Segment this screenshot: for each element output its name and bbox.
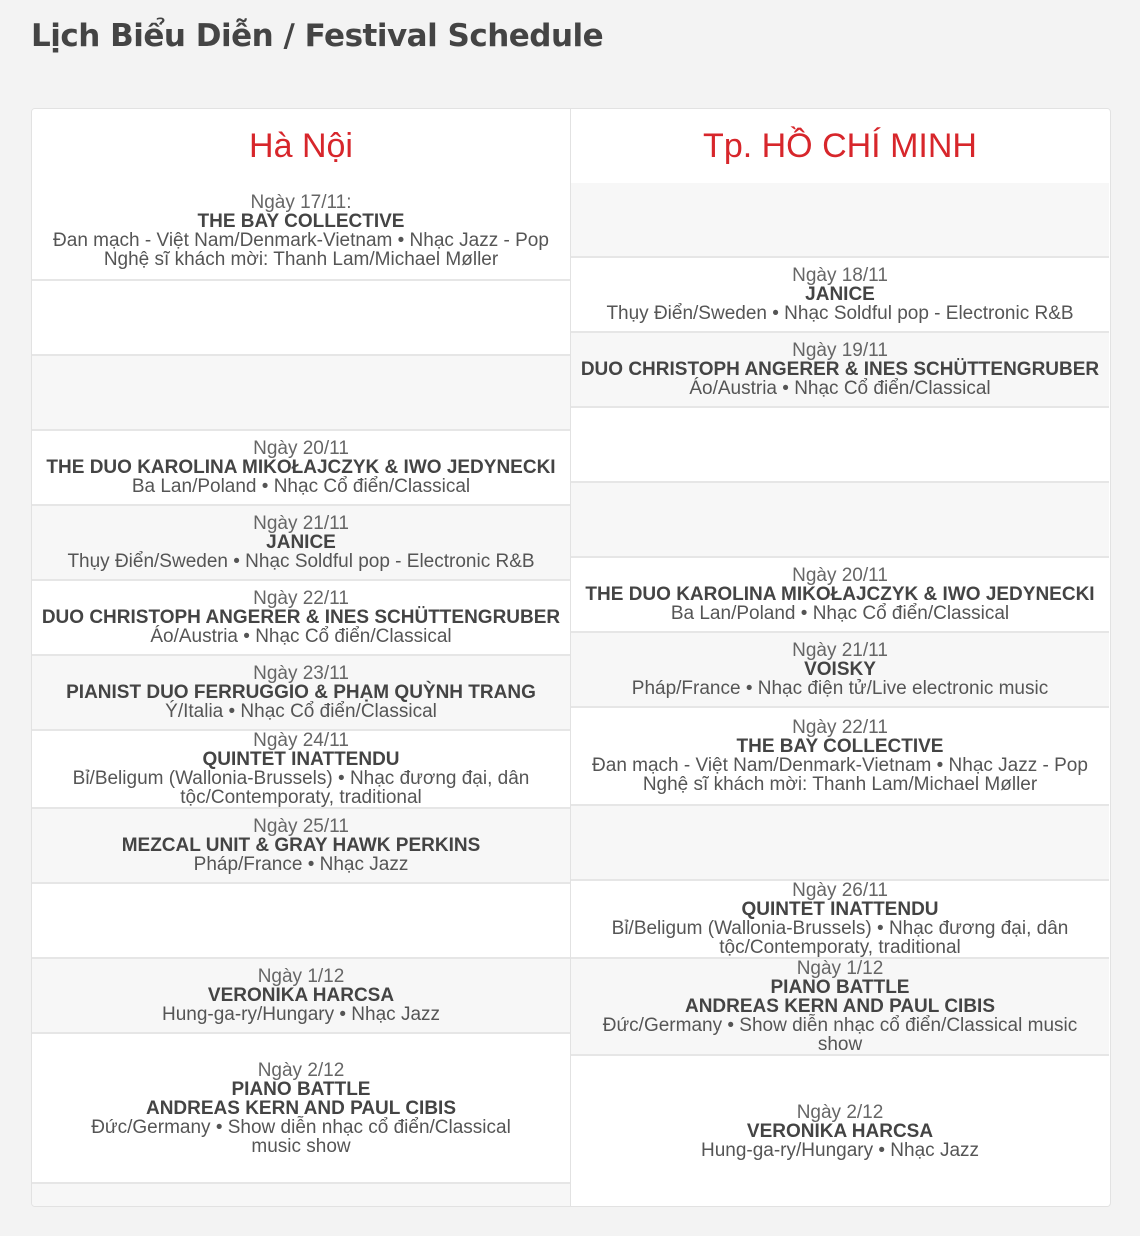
- event-cell: [32, 431, 570, 506]
- event-cell: [32, 581, 570, 656]
- event-artist: THE BAY COLLECTIVE: [736, 736, 944, 757]
- event-cell: [571, 1056, 1109, 1206]
- event-artist: JANICE: [805, 284, 875, 305]
- event-artist: PIANIST DUO FERRUGGIO & PHẠM QUỲNH TRANG: [66, 682, 536, 703]
- page-title: Lịch Biểu Diễn / Festival Schedule: [31, 18, 604, 54]
- hanoi-column: [32, 109, 571, 1206]
- event-info: Ba Lan/Poland • Nhạc Cổ điển/Classical: [131, 476, 471, 497]
- event-cell: [32, 1034, 570, 1184]
- hanoi-header: Hà Nội: [32, 109, 570, 185]
- event-date: Ngày 2/12: [257, 1059, 345, 1081]
- hcmc-header: Tp. HỒ CHÍ MINH: [571, 109, 1109, 185]
- event-date: Ngày 19/11: [792, 340, 888, 361]
- event-cell: [32, 959, 570, 1034]
- event-cell: [571, 633, 1109, 708]
- empty-cell: [32, 1184, 570, 1206]
- event-date: Ngày 21/11: [253, 513, 349, 534]
- event-artist-secondary: ANDREAS KERN AND PAUL CIBIS: [145, 1097, 456, 1119]
- event-info: Áo/Austria • Nhạc Cổ điển/Classical: [689, 378, 991, 399]
- event-date: Ngày 23/11: [253, 663, 349, 684]
- event-artist: VOISKY: [804, 659, 876, 680]
- event-info: Hung-ga-ry/Hungary • Nhạc Jazz: [161, 1004, 441, 1025]
- event-date: Ngày 2/12: [796, 1101, 884, 1123]
- event-cell: [32, 656, 570, 731]
- event-artist: PIANO BATTLE: [231, 1078, 371, 1100]
- event-date: Ngày 20/11: [792, 565, 888, 586]
- event-cell: [571, 333, 1109, 408]
- event-date: Ngày 26/11: [792, 880, 888, 901]
- event-info: Bỉ/Beligum (Wallonia-Brussels) • Nhạc đương đại, dân tộc/Contemporaty, traditional: [611, 918, 1069, 958]
- event-info: Đan mạch - Việt Nam/Denmark-Vietnam • Nhạc Jazz - Pop: [592, 755, 1088, 776]
- event-cell: [571, 558, 1109, 633]
- event-info: Đan mạch - Việt Nam/Denmark-Vietnam • Nhạc Jazz - Pop: [53, 230, 549, 251]
- event-date: Ngày 21/11: [792, 640, 888, 661]
- event-artist: QUINTET INATTENDU: [741, 899, 939, 920]
- event-info: Đức/Germany • Show diễn nhạc cổ điển/Classical music show: [91, 1116, 511, 1157]
- event-artist: QUINTET INATTENDU: [202, 749, 400, 770]
- event-info: Pháp/France • Nhạc điện tử/Live electronic music: [631, 678, 1049, 699]
- event-guest: Nghệ sĩ khách mời: Thanh Lam/Michael Møller: [103, 249, 499, 270]
- event-date: Ngày 25/11: [253, 816, 349, 837]
- event-info: Pháp/France • Nhạc Jazz: [193, 854, 409, 875]
- event-info: Hung-ga-ry/Hungary • Nhạc Jazz: [700, 1139, 980, 1161]
- event-cell: [32, 809, 570, 884]
- event-artist-secondary: ANDREAS KERN AND PAUL CIBIS: [684, 996, 995, 1017]
- event-artist: THE DUO KAROLINA MIKOŁAJCZYK & IWO JEDYNECKI: [585, 584, 1095, 605]
- empty-cell: [571, 806, 1109, 881]
- event-artist: VERONIKA HARCSA: [746, 1120, 934, 1142]
- event-info: Thụy Điển/Sweden • Nhạc Soldful pop - Electronic R&B: [606, 303, 1074, 324]
- event-date: Ngày 18/11: [792, 265, 888, 286]
- event-info: Ba Lan/Poland • Nhạc Cổ điển/Classical: [670, 603, 1010, 624]
- event-date: Ngày 17/11:: [250, 192, 352, 213]
- event-date: Ngày 1/12: [796, 958, 884, 979]
- event-cell: [32, 183, 570, 281]
- event-cell: [32, 506, 570, 581]
- event-date: Ngày 1/12: [257, 966, 345, 987]
- event-cell: [571, 258, 1109, 333]
- empty-cell: [32, 281, 570, 356]
- event-artist: THE DUO KAROLINA MIKOŁAJCZYK & IWO JEDYNECKI: [46, 457, 556, 478]
- event-artist: DUO CHRISTOPH ANGERER & INES SCHÜTTENGRUBER: [580, 359, 1100, 380]
- event-cell: [571, 959, 1109, 1056]
- empty-cell: [571, 183, 1109, 258]
- event-info: Thụy Điển/Sweden • Nhạc Soldful pop - Electronic R&B: [67, 551, 535, 572]
- schedule-table: [31, 108, 1111, 1207]
- empty-cell: [32, 356, 570, 431]
- event-artist: MEZCAL UNIT & GRAY HAWK PERKINS: [121, 835, 481, 856]
- event-date: Ngày 20/11: [253, 438, 349, 459]
- event-cell: [32, 731, 570, 809]
- event-cell: [571, 881, 1109, 959]
- event-info: Bỉ/Beligum (Wallonia-Brussels) • Nhạc đương đại, dân tộc/Contemporaty, traditional: [72, 768, 530, 808]
- event-artist: VERONIKA HARCSA: [207, 985, 395, 1006]
- event-cell: [571, 708, 1109, 806]
- event-artist: PIANO BATTLE: [770, 977, 910, 998]
- event-artist: JANICE: [266, 532, 336, 553]
- event-guest: Nghệ sĩ khách mời: Thanh Lam/Michael Møller: [642, 774, 1038, 795]
- event-date: Ngày 22/11: [792, 717, 888, 738]
- event-info: Áo/Austria • Nhạc Cổ điển/Classical: [150, 626, 452, 647]
- event-date: Ngày 24/11: [253, 730, 349, 751]
- empty-cell: [571, 483, 1109, 558]
- event-info: Ý/Italia • Nhạc Cổ điển/Classical: [165, 701, 437, 722]
- event-date: Ngày 22/11: [253, 588, 349, 609]
- event-artist: THE BAY COLLECTIVE: [197, 211, 405, 232]
- hcmc-column: [571, 109, 1109, 1206]
- empty-cell: [32, 884, 570, 959]
- event-info: Đức/Germany • Show diễn nhạc cổ điển/Classical music show: [602, 1015, 1078, 1055]
- event-artist: DUO CHRISTOPH ANGERER & INES SCHÜTTENGRUBER: [41, 607, 561, 628]
- empty-cell: [571, 408, 1109, 483]
